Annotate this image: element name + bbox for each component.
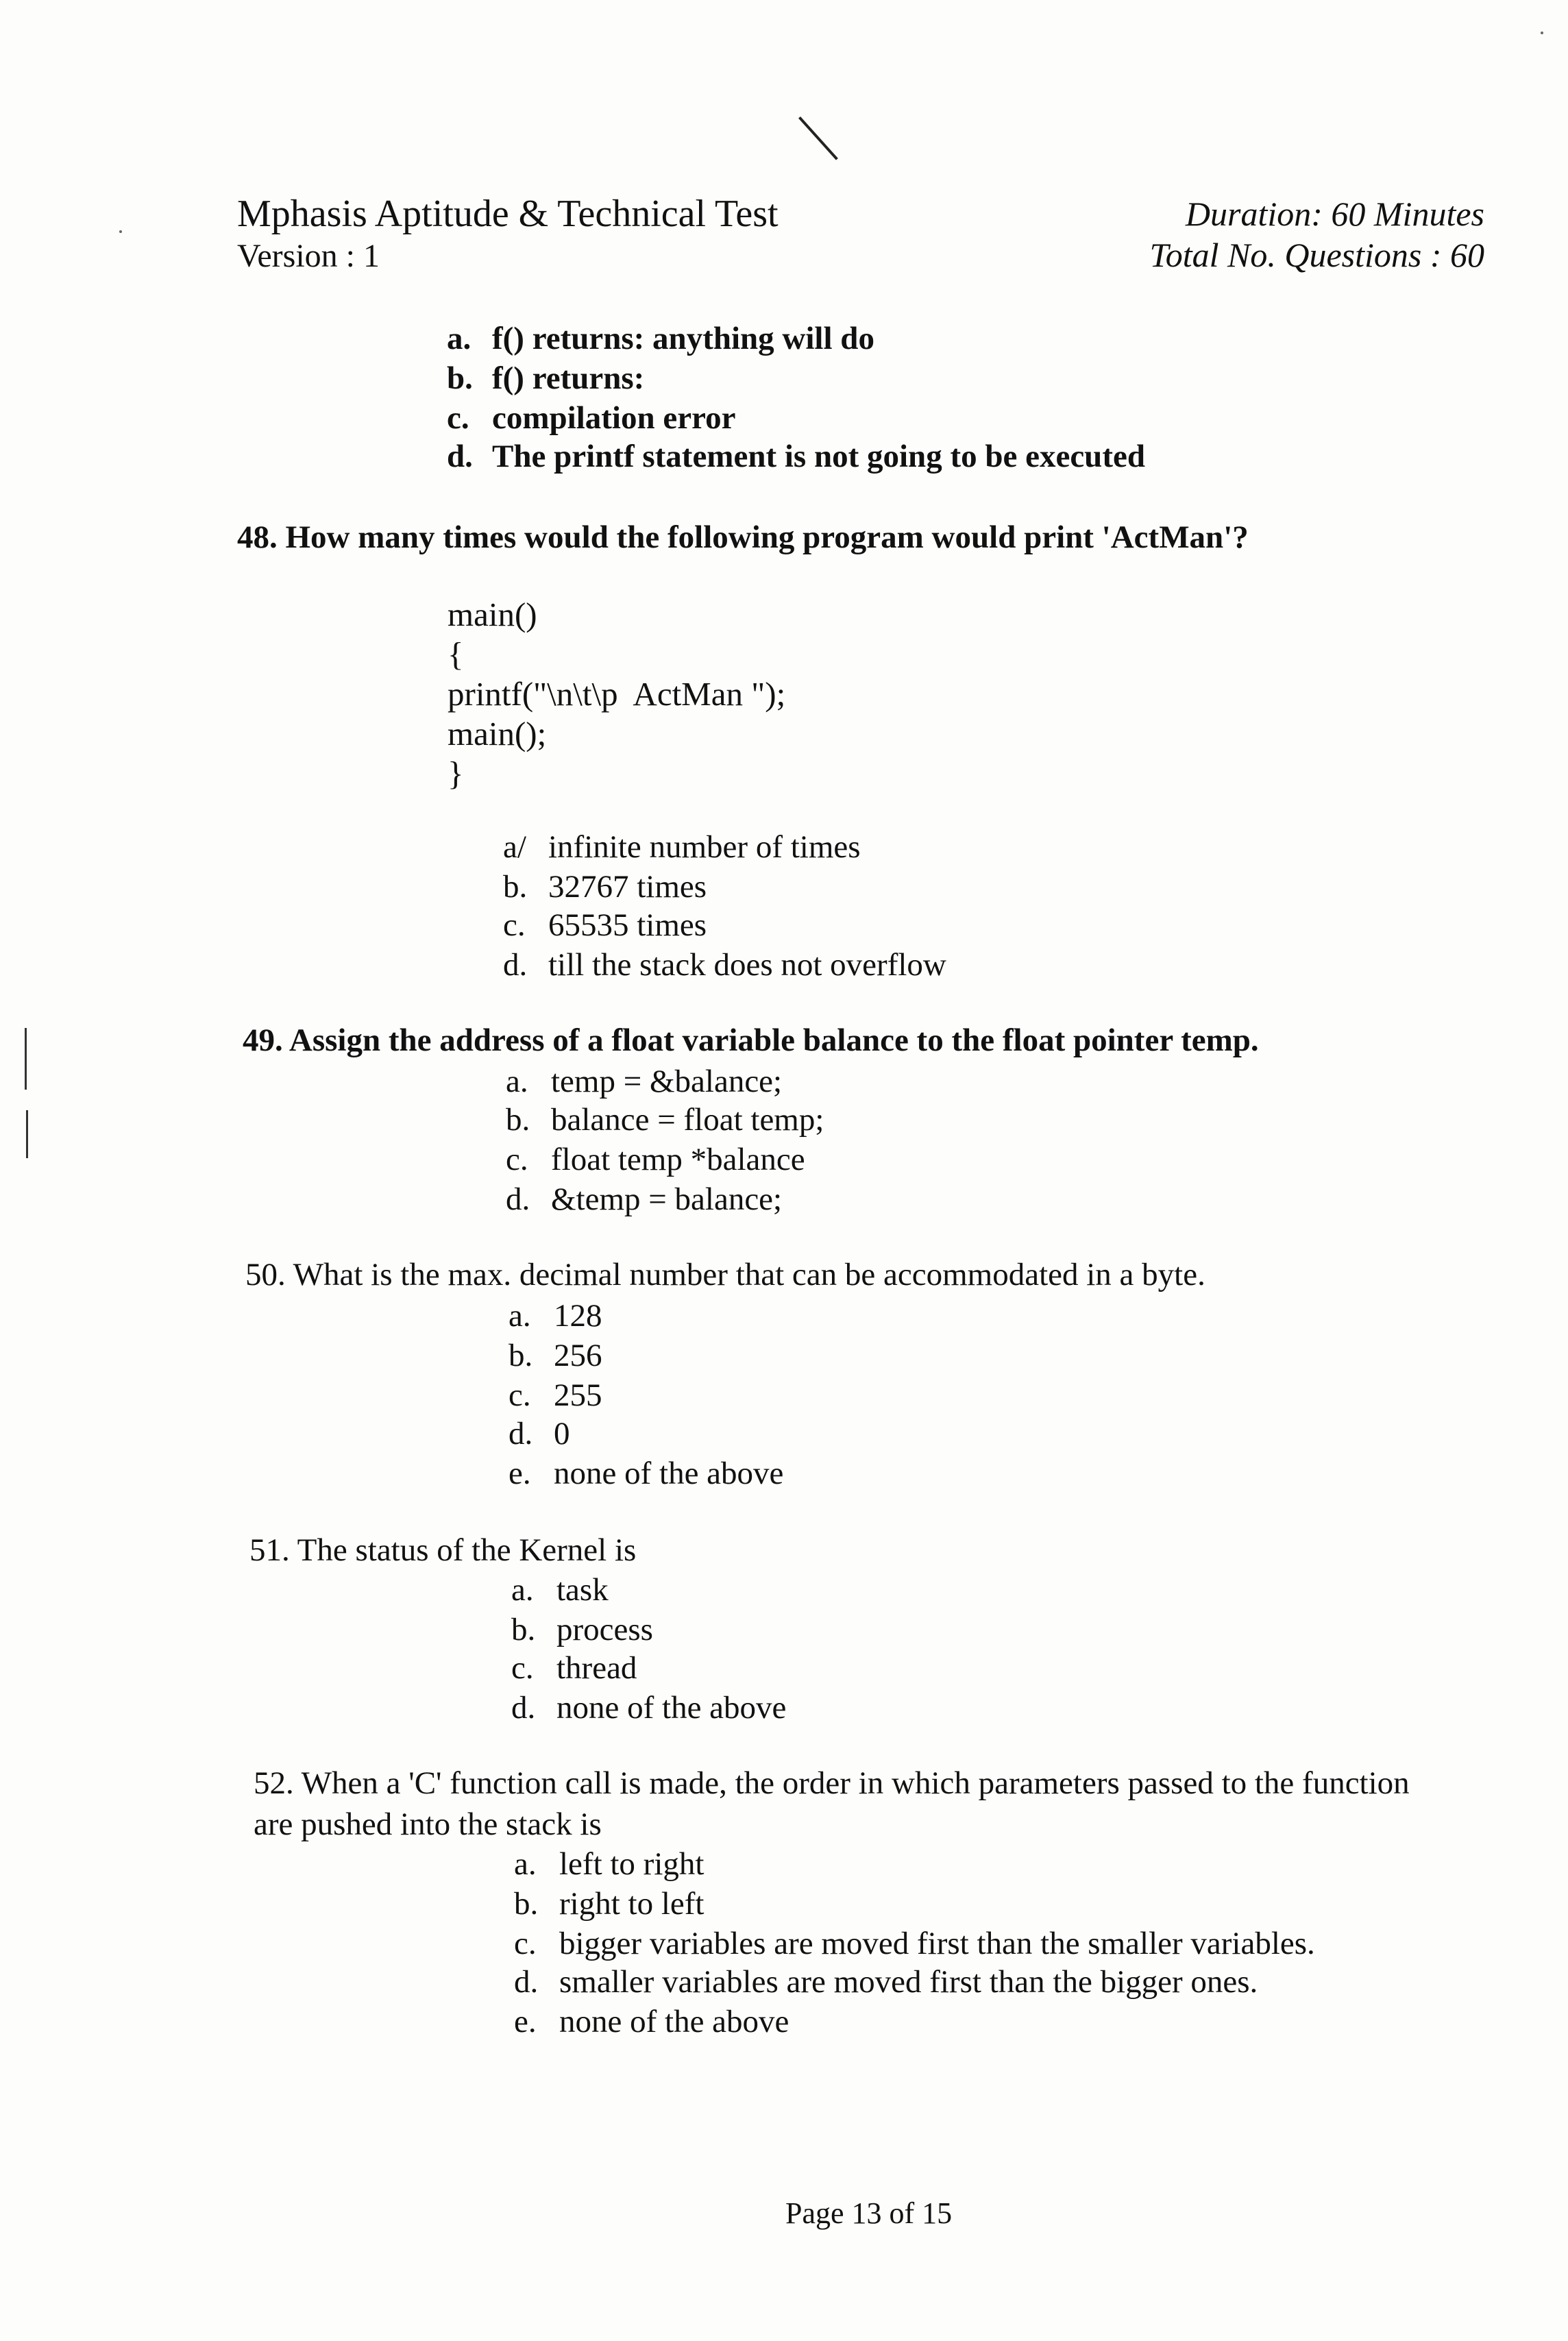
q49-option-d — [506, 1180, 782, 1218]
option-text: 128 — [554, 1298, 602, 1334]
q48-question: 48. How many times would the following program would print 'ActMan'? — [237, 519, 1249, 555]
q50-question: 50. What is the max. decimal number that can be accommodated in a byte. — [245, 1257, 1205, 1292]
total-questions: Total No. Questions : 60 — [1149, 236, 1484, 274]
option-text: task — [556, 1572, 609, 1608]
option-letter: a/ — [503, 829, 526, 865]
option-letter: c. — [514, 1926, 537, 1961]
option-letter: b. — [511, 1612, 536, 1647]
code-line: printf("\n\t\p ActMan "); — [448, 675, 786, 713]
option-text: none of the above — [556, 1690, 787, 1726]
q50-option-d — [509, 1414, 570, 1453]
q48-option-a — [503, 828, 861, 866]
q52-question-line2: are pushed into the stack is — [254, 1806, 602, 1842]
option-letter: a. — [509, 1298, 531, 1334]
option-text: 0 — [554, 1416, 570, 1451]
option-text: compilation error — [492, 400, 736, 436]
option-text: till the stack does not overflow — [548, 947, 946, 983]
option-text: balance = float temp; — [551, 1102, 824, 1138]
scan-edge-mark — [25, 1028, 27, 1090]
option-text: &temp = balance; — [551, 1181, 783, 1217]
option-text: none of the above — [554, 1456, 784, 1491]
q48-code-block — [448, 595, 785, 794]
q47-option-d — [447, 437, 1145, 476]
q52-option-b — [514, 1885, 704, 1923]
option-letter: b. — [509, 1338, 533, 1373]
option-text: float temp *balance — [551, 1142, 805, 1177]
pen-stroke-mark — [798, 117, 838, 160]
option-letter: e. — [514, 2004, 537, 2039]
option-letter: d. — [514, 1964, 539, 2000]
q47-option-c — [447, 399, 735, 437]
option-letter: d. — [447, 439, 473, 474]
option-text: right to left — [559, 1886, 705, 1922]
q52-question-line1: 52. When a 'C' function call is made, the order in which parameters passed to the function — [254, 1765, 1410, 1801]
scan-edge-mark — [26, 1110, 28, 1158]
option-text: 256 — [554, 1338, 602, 1373]
option-text: 255 — [554, 1377, 602, 1413]
option-letter: c. — [506, 1142, 528, 1177]
q51-option-a — [511, 1571, 609, 1609]
q48-option-b — [503, 868, 707, 906]
q49-question: 49. Assign the address of a float variable balance to the float pointer temp. — [243, 1022, 1259, 1058]
option-letter: c. — [511, 1650, 534, 1686]
q52-option-e — [514, 2002, 789, 2041]
q49-option-a — [506, 1062, 782, 1101]
option-text: 65535 times — [548, 907, 707, 943]
q52-option-d — [514, 1963, 1258, 2001]
option-letter: b. — [506, 1102, 530, 1138]
option-text: smaller variables are moved first than the bigger ones. — [559, 1964, 1258, 2000]
test-version: Version : 1 — [237, 238, 380, 274]
option-letter: b. — [503, 869, 528, 905]
code-line: { — [448, 635, 464, 673]
option-letter: a. — [514, 1846, 537, 1882]
option-text: left to right — [559, 1846, 705, 1882]
q52-option-c — [514, 1924, 1315, 1963]
q50-option-b — [509, 1336, 602, 1375]
page-number: Page 13 of 15 — [785, 2196, 953, 2230]
option-text: f() returns: anything will do — [492, 321, 874, 356]
option-letter: d. — [511, 1690, 536, 1726]
q50-option-c — [509, 1376, 602, 1414]
q47-option-b — [447, 359, 644, 397]
option-letter: c. — [509, 1377, 531, 1413]
code-line: } — [448, 755, 464, 792]
option-text: process — [556, 1612, 653, 1647]
q49-option-b — [506, 1101, 824, 1139]
option-text: 32767 times — [548, 869, 707, 905]
option-text: The printf statement is not going to be executed — [492, 439, 1145, 474]
q48-option-d — [503, 946, 946, 984]
document-header-left — [237, 192, 779, 277]
q52-option-a — [514, 1845, 704, 1883]
option-letter: b. — [514, 1886, 539, 1922]
option-letter: c. — [447, 400, 469, 436]
option-letter: d. — [509, 1416, 533, 1451]
q51-option-b — [511, 1610, 653, 1649]
q49-option-c — [506, 1140, 805, 1179]
scan-speck — [1541, 32, 1543, 34]
option-text: none of the above — [559, 2004, 789, 2039]
option-letter: a. — [506, 1064, 528, 1099]
option-text: temp = &balance; — [551, 1064, 783, 1099]
test-title: Mphasis Aptitude & Technical Test — [237, 193, 779, 235]
q50-option-e — [509, 1454, 783, 1493]
option-text: infinite number of times — [548, 829, 861, 865]
q51-option-d — [511, 1689, 786, 1727]
option-text: thread — [556, 1650, 637, 1686]
option-text: bigger variables are moved first than the smaller variables. — [559, 1926, 1315, 1961]
q50-option-a — [509, 1297, 602, 1335]
option-text: f() returns: — [492, 360, 645, 396]
q51-question: 51. The status of the Kernel is — [249, 1532, 637, 1568]
q51-option-c — [511, 1649, 637, 1687]
option-letter: a. — [447, 321, 471, 356]
document-header-right — [1149, 193, 1484, 275]
option-letter: e. — [509, 1456, 531, 1491]
q48-option-c — [503, 906, 707, 944]
option-letter: b. — [447, 360, 473, 396]
code-line: main(); — [448, 715, 547, 752]
code-line: main() — [448, 596, 537, 633]
test-duration: Duration: 60 Minutes — [1185, 195, 1484, 233]
option-letter: a. — [511, 1572, 534, 1608]
option-letter: d. — [506, 1181, 530, 1217]
q47-option-a — [447, 319, 874, 358]
option-letter: d. — [503, 947, 528, 983]
scan-speck — [119, 230, 122, 233]
option-letter: c. — [503, 907, 526, 943]
